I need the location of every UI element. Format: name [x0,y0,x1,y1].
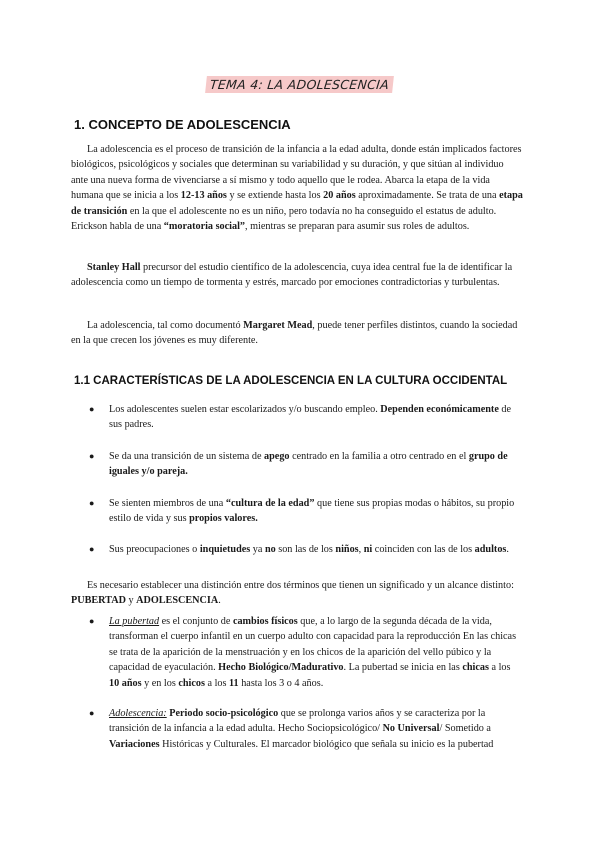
definition-pubertad: ● La pubertad es el conjunto de cambios físicos que, a lo largo de la segunda década de la vida, transforman el cuerpo infantil en un cuerpo adulto con capacidad para la reproducción En las chicas se trata de la aparición de la menstruación y en los chicos de la aparición del vello púbico y la capacidad de eyaculación. Hecho Biológico/Madurativo. La pubertad se inicia en las chicas a los 10 años y en los chicos a los 11 hasta los 3 o 4 años. [89,616,517,689]
definitions-list [71,614,523,767]
bullet-icon: ● [89,544,95,555]
page-title: TEMA 4: LA ADOLESCENCIA [206,76,395,93]
definition-adolescencia: ● Adolescencia: Periodo socio-psicológico que se prolonga varios años y se caracteriza por la transición de la infancia a la edad adulta. Hecho Sociopsicológico/ No Universal/ Sometido a Variaciones Históricas y Culturales. El marcador biológico que señala su inicio es la pubertad [89,708,494,750]
title-container [0,76,600,94]
list-item: ● Se sienten miembros de una “cultura de la edad” que tiene sus propias modas o hábitos, su propio estilo de vida y sus propios valores. [89,497,515,525]
paragraph-definition: La adolescencia es el proceso de transición de la infancia a la edad adulta, donde están implicados factores biológicos, psicológicos y sociales que determinan su variabilidad y su duración, y que sitúan al individuo ante una nueva forma de vivenciarse a sí mismo y todo aquello que le rodea. Abarca la etapa de la vida humana que se inicia a los 12-13 años y se extiende hasta los 20 años aproximadamente. Se trata de una etapa de transición en la que el adolescente no es un niño, pero todavía no ha conseguido el estatus de adulto. Erickson habla de una “moratoria social”, mientras se preparan para asumir sus roles de adultos. [71,144,523,233]
bullet-icon: ● [89,616,95,626]
bullet-icon: ● [89,450,95,461]
paragraph-distinction: Es necesario establecer una distinción entre dos términos que tienen un significado y un alcance distinto: PUBERTAD y ADOLESCENCIA. [71,580,514,607]
section-heading-caracteristicas: 1.1 CARACTERÍSTICAS DE LA ADOLESCENCIA EN LA CULTURA OCCIDENTAL [74,375,508,387]
bullet-icon: ● [89,708,95,719]
list-item: ● Los adolescentes suelen estar escolarizados y/o buscando empleo. Dependen económicamente de sus padres. [89,404,512,431]
list-item: ● Se da una transición de un sistema de apego centrado en la familia a otro centrado en el grupo de iguales y/o pareja. [89,450,508,478]
bullet-icon: ● [89,497,95,508]
paragraph-stanley-hall: Stanley Hall precursor del estudio científico de la adolescencia, cuya idea central fue la de identificar la adolescencia como un tiempo de tormenta y estrés, marcado por emociones contradictorias y turbulentas. [71,262,513,289]
bullet-icon: ● [89,404,95,414]
list-item: ● Sus preocupaciones o inquietudes ya no son las de los niños, ni coinciden con las de los adultos. [71,542,523,557]
paragraph-margaret-mead: La adolescencia, tal como documentó Margaret Mead, puede tener perfiles distintos, cuando la sociedad en la que crecen los jóvenes es muy diferente. [71,320,518,347]
section-heading-concepto: 1. CONCEPTO DE ADOLESCENCIA [74,117,291,132]
characteristics-list [71,402,523,574]
